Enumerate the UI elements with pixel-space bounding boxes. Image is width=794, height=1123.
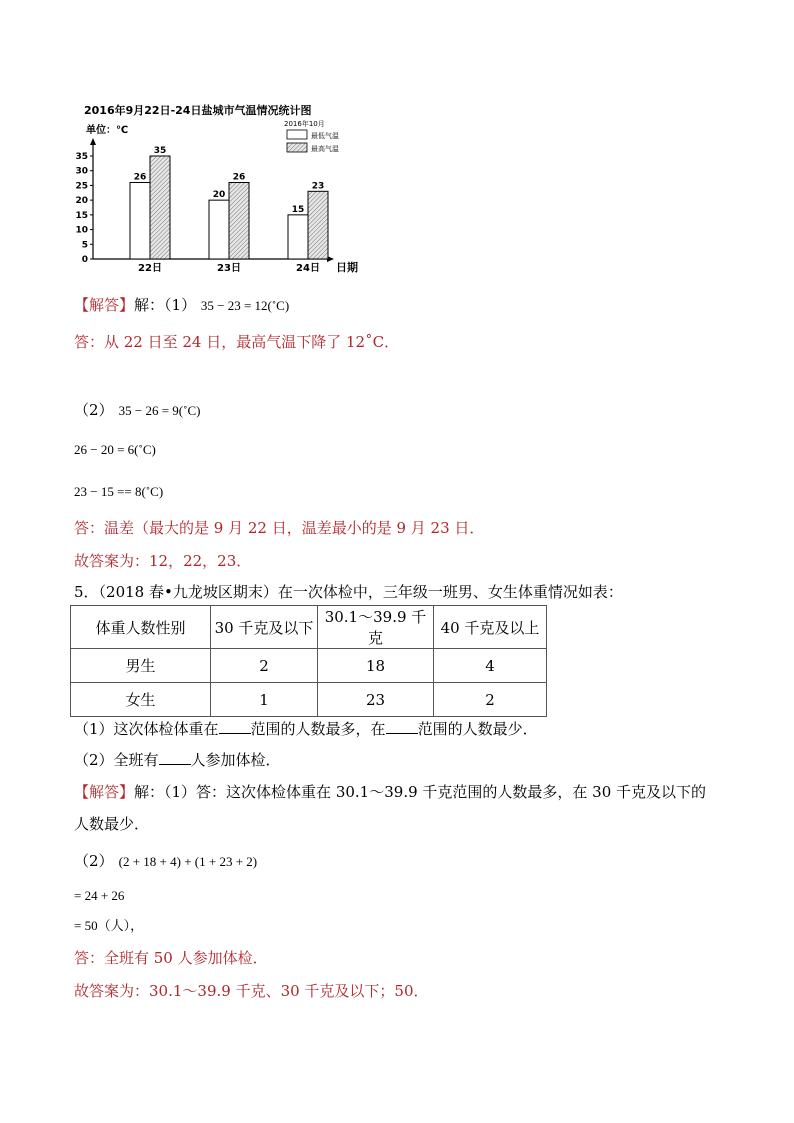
- chart-legend: [287, 130, 339, 153]
- legend-label: 最低气温: [311, 132, 339, 140]
- bar-value-label: 26: [133, 172, 147, 183]
- x-tick-label: 24日: [296, 263, 320, 274]
- y-tick-label: 0: [81, 255, 88, 265]
- math-expression: [74, 915, 143, 934]
- table-cell: 1: [211, 683, 318, 717]
- question-text: 范围的人数最少．: [417, 720, 538, 738]
- bar-value-label: 20: [212, 190, 226, 201]
- question-text: （2）全班有: [74, 751, 159, 769]
- table-cell: 男生: [71, 649, 211, 683]
- answer-blank: [159, 750, 191, 765]
- table-header-cell: 30 千克及以下: [211, 606, 318, 649]
- table-header-cell: 体重人数性别: [71, 606, 211, 649]
- math-expression: 35 − 23 = 12(˚C): [200, 298, 290, 313]
- math-expression-text: = 50（人），: [74, 918, 144, 933]
- y-tick-label: 20: [75, 196, 88, 207]
- chart-bars: [130, 146, 328, 259]
- y-tick-label: 30: [75, 166, 88, 177]
- chart-x-axis-label: 日期: [336, 261, 358, 274]
- part-label: （2）: [74, 401, 114, 419]
- q5-subquestion-2: [74, 749, 281, 770]
- q4-answer-line1: [74, 294, 289, 315]
- table-header-row: [71, 606, 547, 649]
- answer-blank: [386, 719, 418, 734]
- table-cell: 2: [434, 683, 547, 717]
- table-cell: 18: [318, 649, 434, 683]
- bar: [288, 215, 308, 259]
- answer-tag: 【解答】: [74, 296, 135, 314]
- bar-value-label: 26: [232, 172, 246, 183]
- bar-value-label: 15: [291, 204, 305, 215]
- y-tick-label: 35: [75, 152, 88, 162]
- table-row: [71, 683, 547, 717]
- bar: [130, 182, 150, 259]
- math-expression: 35 − 26 = 9(˚C): [118, 403, 201, 418]
- q4-part2-line1: [74, 399, 200, 420]
- q5-final-answer: 故答案为：30.1～39.9 千克、30 千克及以下；50．: [74, 982, 429, 1000]
- y-tick-label: 10: [75, 225, 88, 236]
- chart-unit-label: 单位：℃: [86, 125, 129, 136]
- bar-value-label: 35: [153, 146, 167, 156]
- y-tick-label: 5: [81, 240, 88, 251]
- math-expression: = 24 + 26: [74, 888, 125, 903]
- q5-subquestion-1: [74, 718, 538, 739]
- answer-tag: 【解答】: [74, 783, 135, 801]
- part-label: （2）: [74, 852, 114, 870]
- answer-text: 解：（1）答：这次体检体重在 30.1～39.9 千克范围的人数最多，在 30 千克及以下的: [134, 783, 707, 801]
- q4-final-answer: 故答案为：12，22，23．: [74, 552, 252, 570]
- question-text: 范围的人数最多，在: [250, 720, 386, 738]
- table-cell: 女生: [71, 683, 211, 717]
- question-text: 人参加体检．: [190, 751, 281, 769]
- table-header-cell: 30.1～39.9 千克: [318, 606, 434, 649]
- y-axis-arrow: [90, 138, 96, 145]
- chart-title: 2016年9月22日-24日盐城市气温情况统计图: [84, 104, 312, 117]
- part-label: （1）: [164, 296, 197, 314]
- legend-label: 最高气温: [311, 145, 339, 153]
- math-expression: (2 + 18 + 4) + (1 + 23 + 2): [118, 854, 258, 869]
- table-cell: 23: [318, 683, 434, 717]
- q4-answer-part1: 答：从 22 日至 24 日，最高气温下降了 12˚C．: [74, 333, 400, 351]
- bar: [150, 156, 170, 259]
- q5-part2-line1: [74, 850, 257, 871]
- x-tick-label: 23日: [217, 263, 241, 274]
- table-header-cell: 40 千克及以上: [434, 606, 547, 649]
- bar: [209, 200, 229, 259]
- legend-swatch: [287, 130, 307, 139]
- question-text: （1）这次体检体重在: [74, 720, 219, 738]
- chart-subtitle: 2016年10月: [284, 120, 325, 128]
- table-row: [71, 649, 547, 683]
- table-cell: 2: [211, 649, 318, 683]
- q5-answer-line2: 人数最少．: [74, 815, 150, 833]
- table-cell: 4: [434, 649, 547, 683]
- bar: [229, 182, 249, 259]
- q4-answer-part2: 答：温差（最大的是 9 月 22 日，温差最小的是 9 月 23 日．: [74, 519, 485, 537]
- y-tick-label: 15: [75, 210, 88, 221]
- solve-label: 解：: [134, 296, 165, 314]
- q5-answer-part2: 答：全班有 50 人参加体检．: [74, 949, 268, 967]
- x-tick-label: 22日: [138, 263, 162, 274]
- bar-value-label: 23: [311, 181, 325, 192]
- q5-stem: 5．（2018 春•九龙坡区期末）在一次体检中，三年级一班男、女生体重情况如表：: [74, 583, 623, 601]
- temperature-bar-chart: [64, 100, 374, 280]
- y-tick-label: 25: [75, 181, 88, 192]
- answer-blank: [219, 719, 251, 734]
- legend-swatch: [287, 143, 307, 152]
- math-expression: 23 − 15 == 8(˚C): [74, 484, 164, 499]
- bar: [308, 191, 328, 259]
- q5-answer-line1: [74, 781, 706, 802]
- weight-table: [70, 605, 547, 717]
- math-expression: 26 − 20 = 6(˚C): [74, 442, 156, 457]
